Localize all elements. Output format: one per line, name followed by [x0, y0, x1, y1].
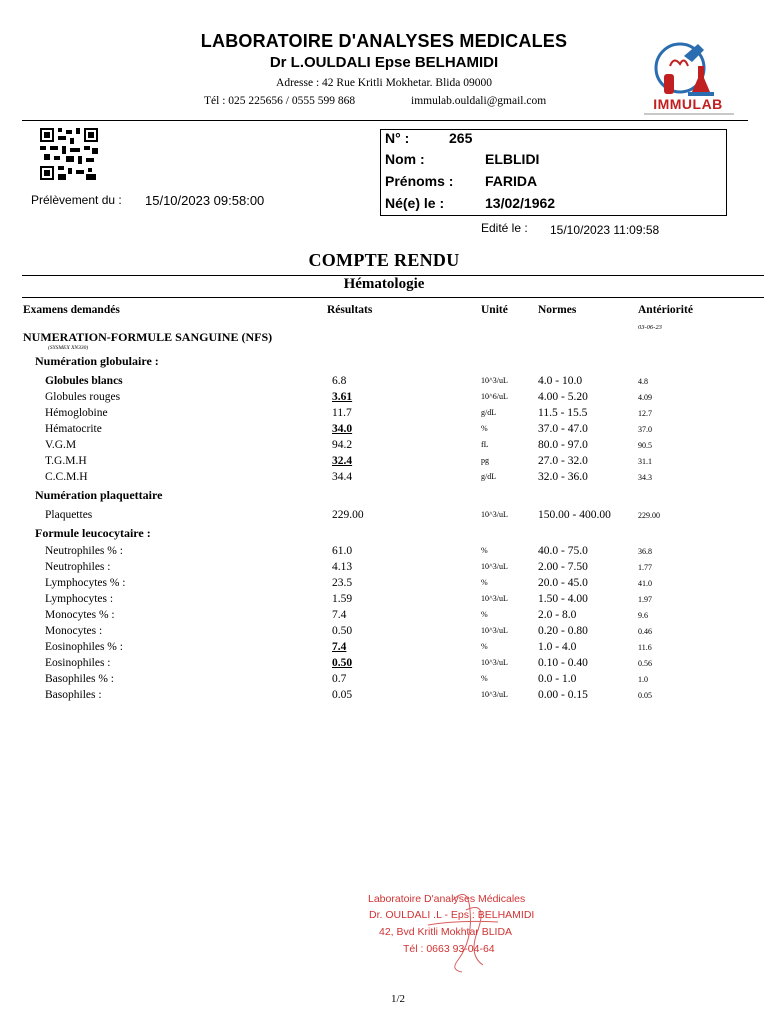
row-label: Globules rouges — [45, 391, 121, 403]
row-unit: pg — [481, 456, 489, 465]
row-previous: 1.97 — [638, 595, 652, 604]
row-previous: 12.7 — [638, 409, 652, 418]
row-unit: % — [481, 674, 488, 683]
row-previous: 229.00 — [638, 511, 660, 520]
row-previous: 11.6 — [638, 643, 652, 652]
edited-value: 15/10/2023 11:09:58 — [550, 223, 660, 237]
row-label: Lymphocytes % : — [45, 577, 126, 589]
row-label: V.G.M — [45, 439, 77, 451]
row-norm: 20.0 - 45.0 — [538, 577, 588, 589]
row-label: Hématocrite — [45, 423, 102, 435]
row-previous: 34.3 — [638, 473, 652, 482]
row-unit: fL — [481, 440, 489, 449]
row-unit: 10^6/uL — [481, 392, 508, 401]
row-previous: 0.46 — [638, 627, 652, 636]
section-title: Hématologie — [343, 276, 425, 292]
row-value-abnormal: 0.50 — [332, 657, 353, 669]
patient-firstname: FARIDA — [485, 173, 538, 189]
sample-date-value: 15/10/2023 09:58:00 — [145, 193, 265, 208]
row-unit: % — [481, 578, 488, 587]
row-previous: 41.0 — [638, 579, 652, 588]
row-norm: 11.5 - 15.5 — [538, 407, 588, 419]
row-value: 0.7 — [332, 673, 347, 685]
row-norm: 0.10 - 0.40 — [538, 657, 588, 669]
row-norm: 37.0 - 47.0 — [538, 423, 588, 435]
row-unit: g/dL — [481, 472, 497, 481]
row-unit: 10^3/uL — [481, 690, 508, 699]
row-norm: 40.0 - 75.0 — [538, 545, 588, 557]
lab-address: Adresse : 42 Rue Kritli Mokhetar. Blida 09000 — [276, 77, 492, 89]
qr-code-icon — [40, 128, 98, 180]
row-label: C.C.M.H — [45, 471, 88, 483]
row-previous: 9.6 — [638, 611, 648, 620]
row-norm: 80.0 - 97.0 — [538, 439, 588, 451]
row-value: 61.0 — [332, 545, 353, 557]
patient-name: ELBLIDI — [485, 151, 540, 167]
row-value-abnormal: 34.0 — [332, 423, 353, 435]
group-title-leuko: Formule leucocytaire : — [35, 526, 151, 540]
row-previous: 0.56 — [638, 659, 652, 668]
group-title-globular: Numération globulaire : — [35, 354, 159, 368]
col-header-norms: Normes — [538, 304, 577, 316]
col-header-result: Résultats — [327, 304, 373, 316]
lab-email: immulab.ouldali@gmail.com — [411, 95, 547, 107]
row-previous: 4.09 — [638, 393, 652, 402]
row-value: 7.4 — [332, 609, 347, 621]
row-value: 11.7 — [332, 407, 352, 419]
row-norm: 150.00 - 400.00 — [538, 509, 611, 521]
row-norm: 0.00 - 0.15 — [538, 689, 588, 701]
row-value: 0.50 — [332, 625, 353, 637]
row-value-abnormal: 3.61 — [332, 391, 353, 403]
row-previous: 31.1 — [638, 457, 652, 466]
row-unit: 10^3/uL — [481, 626, 508, 635]
col-header-exam: Examens demandés — [23, 304, 120, 316]
lab-name: LABORATOIRE D'ANALYSES MEDICALES — [200, 31, 568, 51]
row-previous: 1.77 — [638, 563, 652, 572]
row-label: Neutrophiles % : — [45, 545, 123, 557]
doctor-name: Dr L.OULDALI Epse BELHAMIDI — [269, 54, 499, 71]
col-header-unit: Unité — [481, 304, 508, 316]
row-value: 23.5 — [332, 577, 353, 589]
panel-title: NUMERATION-FORMULE SANGUINE (NFS) — [23, 330, 273, 344]
patient-firstname-label: Prénoms : — [385, 173, 454, 189]
stamp-line-3: 42, Bvd Kritli Mokhtar BLIDA — [379, 926, 513, 938]
row-unit: 10^3/uL — [481, 510, 508, 519]
row-previous: 36.8 — [638, 547, 652, 556]
row-unit: % — [481, 610, 488, 619]
row-norm: 4.0 - 10.0 — [538, 375, 583, 387]
row-label: Basophiles % : — [45, 673, 114, 685]
row-unit: % — [481, 424, 488, 433]
edited-label: Edité le : — [481, 221, 528, 235]
row-label: Eosinophiles : — [45, 657, 111, 669]
row-label: Monocytes % : — [45, 609, 115, 621]
stamp-line-1: Laboratoire D'analyses Médicales — [368, 893, 526, 905]
sample-date-label: Prélèvement du : — [31, 193, 122, 207]
logo-text: IMMULAB — [653, 96, 723, 112]
group-title-platelet: Numération plaquettaire — [35, 488, 163, 502]
row-norm: 1.0 - 4.0 — [538, 641, 577, 653]
logo-tagline — [644, 113, 734, 115]
row-norm: 32.0 - 36.0 — [538, 471, 588, 483]
row-previous: 4.8 — [638, 377, 648, 386]
row-norm: 2.0 - 8.0 — [538, 609, 577, 621]
row-value: 94.2 — [332, 439, 353, 451]
row-unit: % — [481, 546, 488, 555]
row-label: Lymphocytes : — [45, 593, 114, 605]
row-unit: % — [481, 642, 488, 651]
row-unit: 10^3/uL — [481, 562, 508, 571]
row-value: 34.4 — [332, 471, 353, 483]
row-value-abnormal: 7.4 — [332, 641, 347, 653]
stamp-line-4: Tél : 0663 93-04-64 — [403, 943, 495, 955]
row-value: 0.05 — [332, 689, 353, 701]
report-title: COMPTE RENDU — [308, 250, 460, 270]
col-header-previous: Antériorité — [638, 304, 693, 316]
signature-icon — [358, 880, 558, 980]
row-value: 229.00 — [332, 509, 364, 521]
row-label: Basophiles : — [45, 689, 102, 701]
row-previous: 37.0 — [638, 425, 652, 434]
row-label: Eosinophiles % : — [45, 641, 123, 653]
patient-name-label: Nom : — [385, 151, 425, 167]
row-norm: 2.00 - 7.50 — [538, 561, 588, 573]
row-label: Plaquettes — [45, 509, 93, 521]
row-label: Monocytes : — [45, 625, 103, 637]
row-label: T.G.M.H — [45, 455, 87, 467]
panel-analyzer: (SYSMEX XN330) — [48, 345, 89, 351]
page-number: 1/2 — [390, 993, 406, 1005]
row-value: 1.59 — [332, 593, 353, 605]
row-unit: 10^3/uL — [481, 376, 508, 385]
header-divider — [22, 120, 748, 121]
lab-phone: Tél : 025 225656 / 0555 599 868 — [204, 95, 356, 107]
row-previous: 0.05 — [638, 691, 652, 700]
patient-dob: 13/02/1962 — [485, 195, 556, 211]
stamp-line-2: Dr. OULDALI .L - Eps : BELHAMIDI — [369, 909, 535, 921]
patient-number: 265 — [449, 130, 473, 146]
row-label: Neutrophiles : — [45, 561, 111, 573]
section-divider — [22, 297, 764, 298]
patient-number-label: N° : — [385, 130, 410, 146]
row-label: Hémoglobine — [45, 407, 108, 419]
row-norm: 1.50 - 4.00 — [538, 593, 588, 605]
row-norm: 27.0 - 32.0 — [538, 455, 588, 467]
patient-dob-label: Né(e) le : — [385, 195, 445, 211]
row-norm: 0.20 - 0.80 — [538, 625, 588, 637]
row-norm: 0.0 - 1.0 — [538, 673, 577, 685]
row-value: 6.8 — [332, 375, 347, 387]
row-previous: 1.0 — [638, 675, 648, 684]
row-unit: g/dL — [481, 408, 497, 417]
row-value-abnormal: 32.4 — [332, 455, 353, 467]
row-previous: 90.5 — [638, 441, 652, 450]
row-label: Globules blancs — [45, 375, 123, 387]
row-value: 4.13 — [332, 561, 353, 573]
row-unit: 10^3/uL — [481, 658, 508, 667]
row-unit: 10^3/uL — [481, 594, 508, 603]
row-norm: 4.00 - 5.20 — [538, 391, 588, 403]
previous-date: 03-06-23 — [638, 324, 662, 331]
